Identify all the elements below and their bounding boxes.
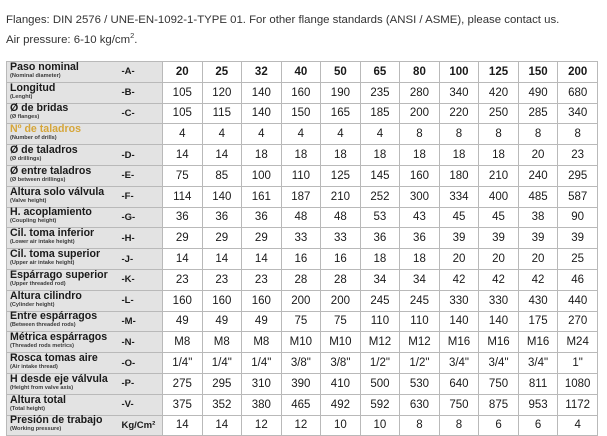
table-cell: 270 bbox=[558, 311, 598, 332]
row-label: Presión de trabajo bbox=[10, 414, 103, 427]
table-cell: M8 bbox=[163, 332, 203, 353]
table-cell: 42 bbox=[479, 269, 519, 290]
air-pressure-exponent: 2 bbox=[130, 31, 135, 41]
table-cell: 53 bbox=[360, 207, 400, 228]
table-cell: 36 bbox=[400, 228, 440, 249]
table-cell: 4 bbox=[281, 124, 321, 145]
row-sublabel: (Number of drills) bbox=[10, 135, 57, 142]
table-cell: 90 bbox=[558, 207, 598, 228]
table-cell: 530 bbox=[400, 373, 440, 394]
row-label-cell bbox=[7, 207, 120, 228]
table-cell: 42 bbox=[439, 269, 479, 290]
table-cell: 49 bbox=[242, 311, 282, 332]
table-cell: 20 bbox=[518, 249, 558, 270]
table-cell: 29 bbox=[163, 228, 203, 249]
table-cell: 8 bbox=[518, 124, 558, 145]
row-label-cell bbox=[7, 332, 120, 353]
table-cell: 18 bbox=[479, 145, 519, 166]
table-cell: 280 bbox=[400, 82, 440, 103]
table-cell: 750 bbox=[439, 394, 479, 415]
table-cell: 4 bbox=[321, 124, 361, 145]
table-cell: 500 bbox=[360, 373, 400, 394]
table-cell: 45 bbox=[439, 207, 479, 228]
table-cell: 18 bbox=[281, 145, 321, 166]
table-cell: 210 bbox=[479, 165, 519, 186]
table-cell: M8 bbox=[242, 332, 282, 353]
table-cell: 380 bbox=[242, 394, 282, 415]
table-cell: 252 bbox=[360, 186, 400, 207]
table-row bbox=[7, 228, 598, 249]
table-cell: 18 bbox=[360, 145, 400, 166]
row-label: Métrica espárragos bbox=[10, 331, 108, 344]
table-cell: 275 bbox=[163, 373, 203, 394]
table-cell: 200 bbox=[281, 290, 321, 311]
row-label-cell bbox=[7, 82, 120, 103]
table-cell: 340 bbox=[439, 82, 479, 103]
row-sublabel: (Between threaded rods) bbox=[10, 322, 76, 329]
table-cell: 390 bbox=[281, 373, 321, 394]
table-row bbox=[7, 186, 598, 207]
row-code-cell: -O- bbox=[120, 353, 163, 374]
table-cell: 490 bbox=[518, 82, 558, 103]
table-cell: 1/2" bbox=[400, 353, 440, 374]
table-cell: 750 bbox=[479, 373, 519, 394]
table-cell: 220 bbox=[439, 103, 479, 124]
table-cell: 100 bbox=[242, 165, 282, 186]
table-cell: 1" bbox=[558, 353, 598, 374]
table-cell: 48 bbox=[281, 207, 321, 228]
row-label: Longitud bbox=[10, 81, 56, 94]
table-cell: 160 bbox=[281, 82, 321, 103]
table-cell: 430 bbox=[518, 290, 558, 311]
table-cell: 150 bbox=[281, 103, 321, 124]
table-cell: 140 bbox=[202, 186, 242, 207]
table-cell: 200 bbox=[321, 290, 361, 311]
table-cell: 10 bbox=[321, 415, 361, 436]
table-cell: 587 bbox=[558, 186, 598, 207]
row-label: Ø de bridas bbox=[10, 102, 69, 115]
table-cell: 42 bbox=[518, 269, 558, 290]
table-cell: M10 bbox=[321, 332, 361, 353]
table-row bbox=[7, 415, 598, 436]
table-cell: 4 bbox=[360, 124, 400, 145]
table-cell: 23 bbox=[242, 269, 282, 290]
table-cell: 14 bbox=[202, 145, 242, 166]
table-cell: 440 bbox=[558, 290, 598, 311]
table-cell: M10 bbox=[281, 332, 321, 353]
row-code-cell: -K- bbox=[120, 269, 163, 290]
header-code-cell: -A- bbox=[120, 62, 163, 83]
table-cell: 25 bbox=[558, 249, 598, 270]
table-row bbox=[7, 124, 598, 145]
row-label-cell bbox=[7, 145, 120, 166]
table-cell: 20 bbox=[518, 145, 558, 166]
row-code-cell: -P- bbox=[120, 373, 163, 394]
table-cell: 300 bbox=[400, 186, 440, 207]
row-sublabel: (Threaded rods metrics) bbox=[10, 343, 75, 350]
table-cell: 20 bbox=[479, 249, 519, 270]
table-cell: 4 bbox=[242, 124, 282, 145]
table-cell: M12 bbox=[360, 332, 400, 353]
table-cell: 110 bbox=[400, 311, 440, 332]
table-cell: 85 bbox=[202, 165, 242, 186]
table-cell: 14 bbox=[242, 249, 282, 270]
table-cell: 115 bbox=[202, 103, 242, 124]
table-cell: 34 bbox=[360, 269, 400, 290]
table-cell: 1172 bbox=[558, 394, 598, 415]
table-cell: M16 bbox=[518, 332, 558, 353]
row-sublabel: (Lenght) bbox=[10, 93, 33, 100]
table-cell: 3/8" bbox=[321, 353, 361, 374]
row-label: H desde eje válvula bbox=[10, 372, 108, 385]
table-cell: 36 bbox=[360, 228, 400, 249]
row-sublabel: (Valve height) bbox=[10, 197, 47, 204]
table-cell: 14 bbox=[202, 415, 242, 436]
table-cell: 36 bbox=[202, 207, 242, 228]
row-label: H. acoplamiento bbox=[10, 206, 92, 219]
table-cell: 285 bbox=[518, 103, 558, 124]
table-cell: 485 bbox=[518, 186, 558, 207]
row-code-cell: -E- bbox=[120, 165, 163, 186]
table-cell: 352 bbox=[202, 394, 242, 415]
table-row bbox=[7, 311, 598, 332]
table-cell: 8 bbox=[439, 415, 479, 436]
row-sublabel: (Cylinder height) bbox=[10, 301, 55, 308]
table-cell: 140 bbox=[439, 311, 479, 332]
table-cell: 46 bbox=[558, 269, 598, 290]
row-label: Entre espárragos bbox=[10, 310, 98, 323]
table-cell: 190 bbox=[321, 82, 361, 103]
air-pressure-text: Air pressure: 6-10 kg/cm bbox=[6, 34, 131, 46]
table-cell: 245 bbox=[360, 290, 400, 311]
table-cell: 145 bbox=[360, 165, 400, 186]
table-cell: 49 bbox=[163, 311, 203, 332]
row-sublabel: (Ø flanges) bbox=[10, 114, 40, 121]
table-row bbox=[7, 290, 598, 311]
table-cell: 39 bbox=[518, 228, 558, 249]
table-cell: 295 bbox=[202, 373, 242, 394]
table-cell: 8 bbox=[479, 124, 519, 145]
table-cell: 10 bbox=[360, 415, 400, 436]
size-header-cell: 80 bbox=[400, 62, 440, 83]
table-cell: 6 bbox=[518, 415, 558, 436]
row-label-cell bbox=[7, 269, 120, 290]
size-header-cell: 200 bbox=[558, 62, 598, 83]
table-row bbox=[7, 165, 598, 186]
table-cell: 3/4" bbox=[439, 353, 479, 374]
row-label: Ø entre taladros bbox=[10, 164, 92, 177]
table-cell: 12 bbox=[242, 415, 282, 436]
table-cell: 400 bbox=[479, 186, 519, 207]
table-cell: 23 bbox=[163, 269, 203, 290]
table-cell: 160 bbox=[163, 290, 203, 311]
table-row bbox=[7, 269, 598, 290]
table-cell: 140 bbox=[242, 103, 282, 124]
table-cell: 811 bbox=[518, 373, 558, 394]
table-cell: 38 bbox=[518, 207, 558, 228]
table-cell: 8 bbox=[558, 124, 598, 145]
row-label-cell bbox=[7, 124, 120, 145]
row-code-cell: -H- bbox=[120, 228, 163, 249]
table-cell: 1/4" bbox=[202, 353, 242, 374]
row-label: Altura cilindro bbox=[10, 289, 82, 302]
table-cell: 680 bbox=[558, 82, 598, 103]
row-label-cell bbox=[7, 186, 120, 207]
table-cell: 310 bbox=[242, 373, 282, 394]
row-label-cell bbox=[7, 394, 120, 415]
table-cell: 16 bbox=[281, 249, 321, 270]
table-cell: 160 bbox=[242, 290, 282, 311]
table-cell: 240 bbox=[518, 165, 558, 186]
size-header-cell: 100 bbox=[439, 62, 479, 83]
row-sublabel: (Air intake thread) bbox=[10, 364, 58, 371]
row-sublabel: (Lower air intake height) bbox=[10, 239, 75, 246]
row-code-cell: -C- bbox=[120, 103, 163, 124]
air-pressure-note bbox=[6, 30, 606, 50]
table-cell: 18 bbox=[400, 249, 440, 270]
table-cell: 140 bbox=[242, 82, 282, 103]
row-sublabel: (Height from valve axis) bbox=[10, 384, 74, 391]
table-cell: 492 bbox=[321, 394, 361, 415]
table-cell: 39 bbox=[479, 228, 519, 249]
table-cell: 875 bbox=[479, 394, 519, 415]
table-cell: 39 bbox=[558, 228, 598, 249]
table-row bbox=[7, 145, 598, 166]
table-cell: 210 bbox=[321, 186, 361, 207]
row-label: Nº de taladros bbox=[10, 123, 81, 136]
table-cell: 140 bbox=[479, 311, 519, 332]
row-label: Paso nominal bbox=[10, 60, 79, 73]
flange-standards-note: Flanges: DIN 2576 / UNE-EN-1092-1-TYPE 01. For other flange standards (ANSI / ASME), please contact us. bbox=[6, 14, 560, 26]
table-cell: 39 bbox=[439, 228, 479, 249]
size-header-cell: 50 bbox=[321, 62, 361, 83]
table-cell: 75 bbox=[321, 311, 361, 332]
table-cell: 75 bbox=[281, 311, 321, 332]
row-code-cell bbox=[120, 124, 163, 145]
table-cell: 330 bbox=[479, 290, 519, 311]
table-cell: 105 bbox=[163, 103, 203, 124]
table-cell: 4 bbox=[202, 124, 242, 145]
size-header-cell: 20 bbox=[163, 62, 203, 83]
table-cell: 375 bbox=[163, 394, 203, 415]
header-row bbox=[7, 62, 598, 83]
row-label: Cil. toma inferior bbox=[10, 227, 95, 240]
table-cell: 14 bbox=[202, 249, 242, 270]
row-code-cell: -D- bbox=[120, 145, 163, 166]
table-cell: 180 bbox=[439, 165, 479, 186]
row-label: Altura total bbox=[10, 393, 66, 406]
table-row bbox=[7, 207, 598, 228]
table-cell: 160 bbox=[400, 165, 440, 186]
table-cell: 45 bbox=[479, 207, 519, 228]
table-cell: 23 bbox=[202, 269, 242, 290]
table-cell: 410 bbox=[321, 373, 361, 394]
table-cell: 18 bbox=[242, 145, 282, 166]
table-cell: 20 bbox=[439, 249, 479, 270]
table-cell: 49 bbox=[202, 311, 242, 332]
row-code-cell: Kg/Cm² bbox=[120, 415, 163, 436]
size-header-cell: 32 bbox=[242, 62, 282, 83]
table-cell: 334 bbox=[439, 186, 479, 207]
row-label: Ø de taladros bbox=[10, 144, 78, 157]
table-cell: 245 bbox=[400, 290, 440, 311]
table-cell: 110 bbox=[360, 311, 400, 332]
row-sublabel: (Upper air intake height) bbox=[10, 260, 75, 267]
header-label-cell bbox=[7, 62, 120, 83]
table-cell: 1/2" bbox=[360, 353, 400, 374]
row-label-cell bbox=[7, 311, 120, 332]
table-cell: 8 bbox=[439, 124, 479, 145]
table-cell: 420 bbox=[479, 82, 519, 103]
size-header-cell: 25 bbox=[202, 62, 242, 83]
row-label: Espárrago superior bbox=[10, 268, 108, 281]
table-row bbox=[7, 332, 598, 353]
row-label-cell bbox=[7, 103, 120, 124]
table-cell: 33 bbox=[281, 228, 321, 249]
size-header-cell: 150 bbox=[518, 62, 558, 83]
table-cell: 3/8" bbox=[281, 353, 321, 374]
row-code-cell: -V- bbox=[120, 394, 163, 415]
row-sublabel: (Ø between drillings) bbox=[10, 176, 66, 183]
table-cell: M16 bbox=[439, 332, 479, 353]
table-cell: 6 bbox=[479, 415, 519, 436]
table-cell: 1/4" bbox=[242, 353, 282, 374]
table-cell: 4 bbox=[558, 415, 598, 436]
row-sublabel: (Total height) bbox=[10, 405, 46, 412]
row-code-cell: -F- bbox=[120, 186, 163, 207]
table-row bbox=[7, 353, 598, 374]
table-cell: 120 bbox=[202, 82, 242, 103]
table-cell: 200 bbox=[400, 103, 440, 124]
table-cell: 175 bbox=[518, 311, 558, 332]
table-cell: 185 bbox=[360, 103, 400, 124]
table-cell: 160 bbox=[202, 290, 242, 311]
table-cell: 110 bbox=[281, 165, 321, 186]
dimensions-table bbox=[6, 61, 598, 436]
row-label: Rosca tomas aire bbox=[10, 352, 98, 365]
row-label-cell bbox=[7, 290, 120, 311]
row-sublabel: (Nominal diameter) bbox=[10, 72, 61, 79]
table-cell: 48 bbox=[321, 207, 361, 228]
row-label-cell bbox=[7, 353, 120, 374]
table-row bbox=[7, 103, 598, 124]
row-label-cell bbox=[7, 165, 120, 186]
table-cell: M24 bbox=[558, 332, 598, 353]
table-cell: 125 bbox=[321, 165, 361, 186]
table-cell: 28 bbox=[321, 269, 361, 290]
table-cell: 12 bbox=[281, 415, 321, 436]
size-header-cell: 65 bbox=[360, 62, 400, 83]
table-cell: 3/4" bbox=[479, 353, 519, 374]
table-cell: 14 bbox=[163, 145, 203, 166]
table-row bbox=[7, 394, 598, 415]
table-cell: 1080 bbox=[558, 373, 598, 394]
table-cell: M12 bbox=[400, 332, 440, 353]
table-cell: 18 bbox=[360, 249, 400, 270]
row-code-cell: -L- bbox=[120, 290, 163, 311]
spec-notes bbox=[6, 10, 606, 50]
table-cell: 18 bbox=[321, 145, 361, 166]
table-cell: 18 bbox=[400, 145, 440, 166]
table-cell: 29 bbox=[242, 228, 282, 249]
table-cell: 28 bbox=[281, 269, 321, 290]
table-cell: 953 bbox=[518, 394, 558, 415]
row-label-cell bbox=[7, 415, 120, 436]
row-label: Altura solo válvula bbox=[10, 185, 105, 198]
table-cell: 36 bbox=[242, 207, 282, 228]
table-cell: 36 bbox=[163, 207, 203, 228]
table-cell: 340 bbox=[558, 103, 598, 124]
row-sublabel: (Ø drillings) bbox=[10, 156, 42, 163]
table-cell: M16 bbox=[479, 332, 519, 353]
table-cell: 465 bbox=[281, 394, 321, 415]
table-cell: 330 bbox=[439, 290, 479, 311]
table-row bbox=[7, 82, 598, 103]
table-row bbox=[7, 373, 598, 394]
table-cell: 105 bbox=[163, 82, 203, 103]
table-cell: 29 bbox=[202, 228, 242, 249]
table-cell: 187 bbox=[281, 186, 321, 207]
size-header-cell: 125 bbox=[479, 62, 519, 83]
table-cell: 114 bbox=[163, 186, 203, 207]
table-cell: 16 bbox=[321, 249, 361, 270]
row-code-cell: -J- bbox=[120, 249, 163, 270]
table-cell: M8 bbox=[202, 332, 242, 353]
table-cell: 33 bbox=[321, 228, 361, 249]
row-sublabel: (Working pressure) bbox=[10, 426, 62, 433]
table-cell: 14 bbox=[163, 415, 203, 436]
table-cell: 235 bbox=[360, 82, 400, 103]
row-sublabel: (Coupling height) bbox=[10, 218, 57, 225]
row-code-cell: -M- bbox=[120, 311, 163, 332]
row-sublabel: (Upper threaded rod) bbox=[10, 280, 66, 287]
table-cell: 161 bbox=[242, 186, 282, 207]
air-pressure-period: . bbox=[134, 34, 138, 46]
table-cell: 14 bbox=[163, 249, 203, 270]
table-cell: 8 bbox=[400, 124, 440, 145]
table-cell: 8 bbox=[400, 415, 440, 436]
table-cell: 1/4" bbox=[163, 353, 203, 374]
row-label-cell bbox=[7, 228, 120, 249]
row-label-cell bbox=[7, 373, 120, 394]
table-cell: 18 bbox=[439, 145, 479, 166]
table-cell: 250 bbox=[479, 103, 519, 124]
row-label: Cil. toma superior bbox=[10, 248, 101, 261]
table-cell: 630 bbox=[400, 394, 440, 415]
row-code-cell: -G- bbox=[120, 207, 163, 228]
table-row bbox=[7, 249, 598, 270]
table-cell: 23 bbox=[558, 145, 598, 166]
size-header-cell: 40 bbox=[281, 62, 321, 83]
table-cell: 34 bbox=[400, 269, 440, 290]
table-cell: 3/4" bbox=[518, 353, 558, 374]
table-cell: 165 bbox=[321, 103, 361, 124]
dimensions-table-body bbox=[7, 62, 598, 436]
row-code-cell: -B- bbox=[120, 82, 163, 103]
table-cell: 592 bbox=[360, 394, 400, 415]
table-cell: 75 bbox=[163, 165, 203, 186]
table-cell: 43 bbox=[400, 207, 440, 228]
table-cell: 295 bbox=[558, 165, 598, 186]
table-cell: 640 bbox=[439, 373, 479, 394]
table-cell: 4 bbox=[163, 124, 203, 145]
row-label-cell bbox=[7, 249, 120, 270]
row-code-cell: -N- bbox=[120, 332, 163, 353]
